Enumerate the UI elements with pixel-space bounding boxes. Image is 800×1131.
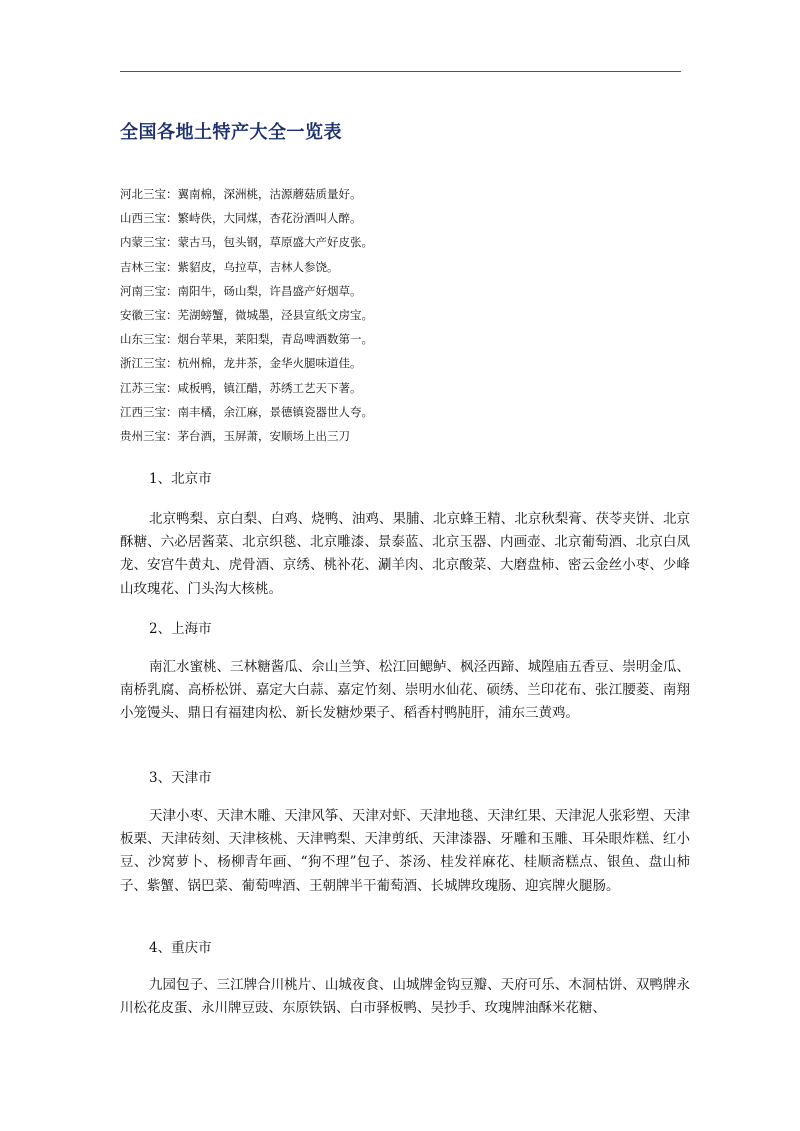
sanbao-line: 河北三宝：翼南棉，深洲桃，沽源蘑菇质量好。 bbox=[120, 187, 362, 201]
section-heading-chongqing: 4、重庆市 bbox=[149, 940, 212, 956]
sanbao-line: 山东三宝：烟台苹果，莱阳梨，青岛啤酒数第一。 bbox=[120, 332, 373, 347]
sanbao-line: 浙江三宝：杭州棉，龙井茶，金华火腿味道佳。 bbox=[120, 356, 362, 371]
section-body-shanghai: 南汇水蜜桃、三林糖酱瓜、佘山兰笋、松江回鳃鲈、枫泾西蹄、城隍庙五香豆、崇明金瓜、南桥乳腐、高桥松饼、嘉定大白蒜、嘉定竹刻、崇明水仙花、硕绣、兰印花布、张江腰菱、南翔小笼馒头、鼎日有福建肉松、新长发糖炒栗子、稻香村鸭肫肝，浦东三黄鸡。 bbox=[120, 659, 690, 722]
sanbao-line: 吉林三宝：紫貂皮，乌拉草，吉林人参饶。 bbox=[120, 259, 339, 274]
section-body-beijing: 北京鸭梨、京白梨、白鸡、烧鸭、油鸡、果脯、北京蜂王精、北京秋梨膏、茯苓夹饼、北京酥糖、六必居酱菜、北京织毯、北京雕漆、景泰蓝、北京玉器、内画壶、北京葡萄酒、北京白凤龙、安宫牛黄丸、虎骨酒、京绣、桃补花、涮羊肉、北京酸菜、大磨盘柿、密云金丝小枣、少峰山玫瑰花、门头沟大核桃。 bbox=[120, 511, 690, 597]
section-body-chongqing: 九园包子、三江牌合川桃片、山城夜食、山城牌金钩豆瓣、天府可乐、木洞枯饼、双鸭牌永川松花皮蛋、永川牌豆豉、东原铁锅、白市驿板鸭、吴抄手、玫瑰牌油酥米花糖、 bbox=[120, 977, 690, 1017]
sanbao-list bbox=[120, 182, 680, 448]
header-rule bbox=[120, 71, 681, 72]
section-body-tianjin: 天津小枣、天津木雕、天津风筝、天津对虾、天津地毯、天津红果、天津泥人张彩塑、天津板栗、天津砖刻、天津核桃、天津鸭梨、天津剪纸、天津漆器、牙雕和玉雕、耳朵眼炸糕、红小豆、沙窝萝卜、杨柳青年画、“狗不理”包子、茶汤、桂发祥麻花、桂顺斋糕点、银鱼、盘山柿子、紫蟹、锅巴菜、葡萄啤酒、王朝牌半干葡萄酒、长城牌玫瑰肠、迎宾牌火腿肠。 bbox=[120, 808, 690, 894]
sanbao-line: 江西三宝：南丰橘，余江麻，景德镇瓷器世人夸。 bbox=[120, 404, 373, 419]
sanbao-line: 贵州三宝：茅台酒，玉屏萧，安顺场上出三刀 bbox=[120, 428, 350, 443]
sanbao-line: 河南三宝：南阳牛，砀山梨，许昌盛产好烟草。 bbox=[120, 283, 362, 298]
sanbao-line: 江苏三宝：咸板鸭，镇江醋，苏绣工艺天下著。 bbox=[120, 380, 362, 395]
section-heading-beijing: 1、北京市 bbox=[149, 471, 212, 487]
sanbao-line: 山西三宝：繁峙佚，大同煤，杏花汾酒叫人醉。 bbox=[120, 211, 362, 226]
sanbao-line: 内蒙三宝：蒙古马，包头钢，草原盛大产好皮张。 bbox=[120, 235, 373, 250]
section-heading-tianjin: 3、天津市 bbox=[149, 770, 212, 786]
sanbao-line: 安徽三宝：芜湖螃蟹，微城墨，泾县宣纸文房宝。 bbox=[120, 307, 373, 322]
section-heading-shanghai: 2、上海市 bbox=[149, 621, 212, 637]
document-title: 全国各地土特产大全一览表 bbox=[120, 122, 342, 143]
